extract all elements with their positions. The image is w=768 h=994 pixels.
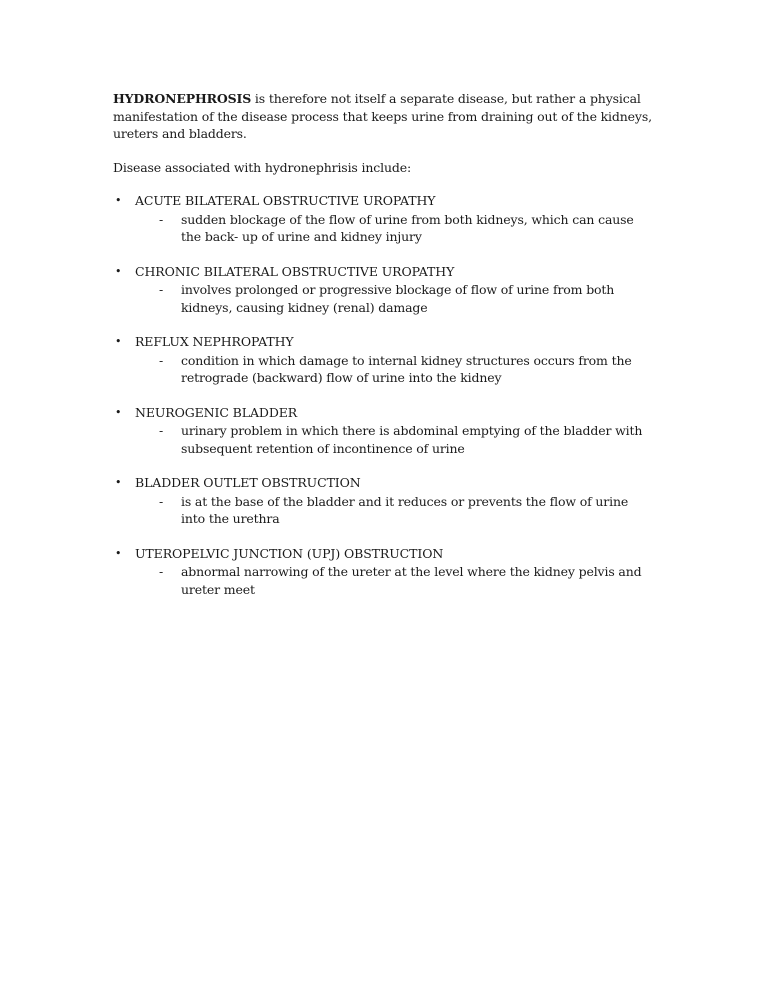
condition-title: NEUROGENIC BLADDER [135,404,298,420]
bullet-icon: • [115,476,122,489]
condition-description [135,281,653,316]
bullet-icon: • [115,546,122,560]
condition-description [135,563,653,598]
intro-paragraph [113,90,653,143]
condition-description [135,211,653,246]
condition-description-text: is at the base of the bladder and it reduces or prevents the flow of urine into the urethra [181,493,629,526]
dash-icon: - [159,423,164,438]
condition-description-text: sudden blockage of the flow of urine from both kidneys, which can cause the back- up of urine and kidney injury [181,211,634,244]
condition-title: BLADDER OUTLET OBSTRUCTION [135,475,361,490]
lead-sentence: Disease associated with hydronephrisis include: [113,159,412,175]
condition-item [113,474,653,528]
condition-list [113,192,653,598]
condition-title: ACUTE BILATERAL OBSTRUCTIVE UROPATHY [135,193,436,208]
condition-item [113,192,653,246]
dash-icon: - [159,564,164,579]
condition-description-text: abnormal narrowing of the ureter at the level where the kidney pelvis and ureter meet [181,564,642,597]
dash-icon: - [159,493,164,509]
condition-description [135,493,653,528]
intro-term: HYDRONEPHROSIS [113,91,252,106]
dash-icon: - [159,352,164,368]
condition-description-text: involves prolonged or progressive blockage of flow of urine from both kidneys, causing kidney (renal) damage [181,282,615,315]
bullet-icon: • [115,405,122,419]
document-page [113,90,653,615]
condition-item [113,263,653,317]
condition-item [113,404,653,458]
condition-title: UTEROPELVIC JUNCTION (UPJ) OBSTRUCTION [135,545,444,561]
condition-title: CHRONIC BILATERAL OBSTRUCTIVE UROPATHY [135,263,455,279]
bullet-icon: • [115,194,122,207]
intro-text: is therefore not itself a separate disease, but rather a physical manifestation of the disease process that keeps urine from draining out of the kidneys, ureters and bladders. [113,91,652,141]
condition-description-text: condition in which damage to internal kidney structures occurs from the retrograde (backward) flow of urine into the kidney [181,352,632,385]
condition-description-text: urinary problem in which there is abdominal emptying of the bladder with subsequent retention of incontinence of urine [181,423,643,456]
dash-icon: - [159,211,164,227]
condition-description [135,352,653,387]
bullet-icon: • [115,335,122,348]
condition-item [113,545,653,599]
dash-icon: - [159,282,164,297]
bullet-icon: • [115,264,122,278]
condition-description [135,422,653,457]
condition-item [113,333,653,387]
condition-title: REFLUX NEPHROPATHY [135,334,294,349]
